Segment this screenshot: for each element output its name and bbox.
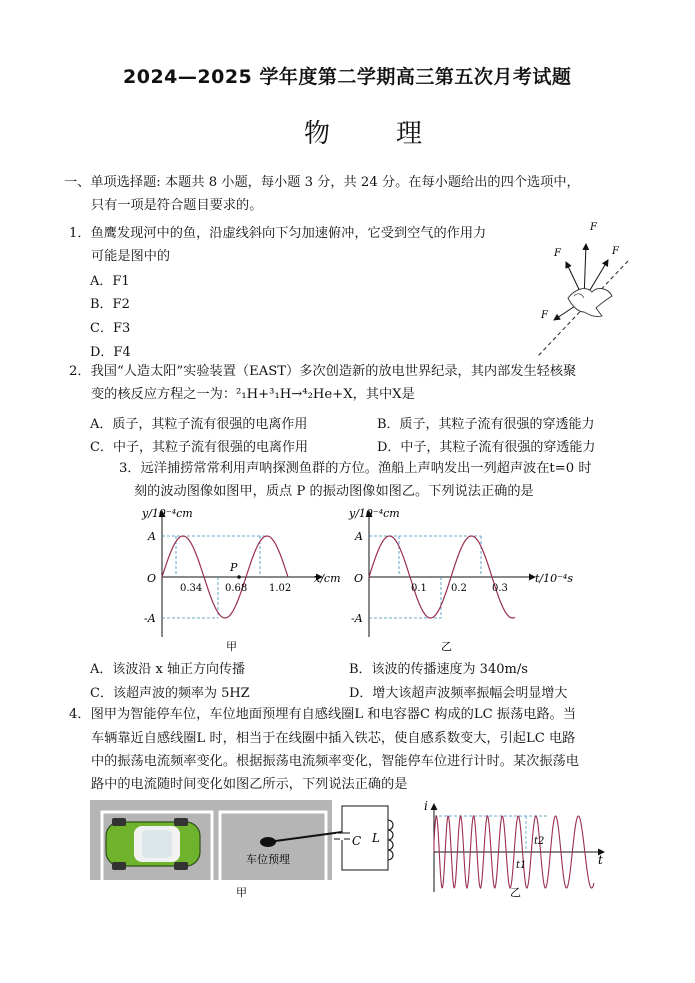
- q3-option-a: A．该波沿 x 轴正方向传播: [90, 662, 245, 677]
- q4-line3: 中的振荡电流频率变化。根据振荡电流频率变化，智能停车位进行计时。某次振荡电: [91, 754, 579, 769]
- q4-line1: 4．图甲为智能停车位，车位地面预埋有自感线圈L 和电容器C 构成的LC 振荡电路。当: [69, 707, 577, 722]
- q3-option-d: D．增大该超声波频率振幅会明显增大: [349, 686, 568, 701]
- q4-line4: 路中的电流随时间变化如图乙所示，下列说法正确的是: [91, 777, 408, 792]
- force-label-2: F: [590, 222, 597, 233]
- vib-x-label: t/10⁻⁴s: [535, 572, 573, 585]
- q4-parking-figure: [90, 800, 400, 900]
- force-label-4: F: [541, 310, 548, 321]
- q4-line2: 车辆靠近自感线圈L 时，相当于在线圈中插入铁芯，使自感系数变大，引起LC 电路: [91, 731, 576, 746]
- q1-option-c: C．F3: [90, 321, 131, 336]
- wave-a-label: A: [148, 530, 156, 543]
- q1-line2: 可能是图中的: [91, 249, 171, 264]
- force-label-3: F: [612, 246, 619, 257]
- wave-x-label: x/cm: [314, 572, 341, 585]
- force-label-1: F: [554, 248, 561, 259]
- current-t-label: t: [598, 853, 603, 867]
- t2-label: t2: [534, 836, 545, 847]
- q3-wave-graph: [138, 505, 358, 655]
- wave-neg-a-label: -A: [144, 612, 156, 625]
- osprey-bird-icon: [568, 289, 612, 317]
- section-instruction-line2: 只有一项是符合题目要求的。: [91, 198, 263, 213]
- wave-p-label: P: [230, 561, 238, 574]
- subject-title: 物 理: [304, 119, 443, 149]
- inductor-label: L: [372, 831, 380, 845]
- q2-line2: 变的核反应方程之一为：²₁H+³₁H→⁴₂He+X，其中X是: [91, 387, 415, 402]
- q3-option-b: B．该波的传播速度为 340m/s: [349, 662, 528, 677]
- q4-current-graph: [418, 800, 608, 900]
- q3-line1: 3．远洋捕捞常常利用声呐探测鱼群的方位。渔船上声呐发出一列超声波在t=0 时: [119, 461, 592, 476]
- vib-tick-2: 0.2: [451, 583, 467, 594]
- capacitor-label: C: [352, 834, 362, 848]
- q3-line2: 刻的波动图像如图甲，质点 P 的振动图像如图乙。下列说法正确的是: [134, 484, 534, 499]
- q2-option-c: C．中子，其粒子流有很强的电离作用: [90, 440, 308, 455]
- parking-caption: 甲: [236, 886, 247, 899]
- q1-force-figure: [528, 216, 638, 360]
- current-caption: 乙: [510, 886, 521, 899]
- point-p: [237, 575, 241, 579]
- q2-option-b: B．质子，其粒子流有很强的穿透能力: [377, 417, 595, 432]
- q2-option-a: A．质子，其粒子流有很强的电离作用: [90, 417, 308, 432]
- wave-tick-1: 0.34: [180, 583, 203, 594]
- exam-title: 2024—2025 学年度第二学期高三第五次月考试题: [123, 66, 572, 88]
- q2-option-d: D．中子，其粒子流有很强的穿透能力: [377, 440, 596, 455]
- car-icon: [106, 818, 200, 870]
- q1-line1: 1．鱼鹰发现河中的鱼，沿虚线斜向下匀加速俯冲，它受到空气的作用力: [69, 226, 487, 241]
- section-instruction-line1: 一、单项选择题: 本题共 8 小题，每小题 3 分，共 24 分。在每小题给出的四个选项中，: [64, 175, 580, 190]
- wave-y-label: y/10⁻⁴cm: [142, 507, 193, 520]
- t1-label: t1: [516, 860, 527, 871]
- vib-tick-3: 0.3: [492, 583, 508, 594]
- q1-option-d: D．F4: [90, 345, 131, 360]
- wave-caption: 甲: [226, 640, 237, 653]
- vib-caption: 乙: [441, 640, 452, 653]
- wave-tick-2: 0.68: [225, 583, 248, 594]
- q3-option-c: C．该超声波的频率为 5HZ: [90, 686, 250, 701]
- q1-option-b: B．F2: [90, 297, 130, 312]
- q1-option-a: A．F1: [90, 274, 130, 289]
- q3-vibration-graph: [345, 505, 585, 655]
- vib-y-label: y/10⁻⁴cm: [349, 507, 400, 520]
- vib-a-label: A: [355, 530, 363, 543]
- vib-neg-a-label: -A: [351, 612, 363, 625]
- embedded-label: 车位预埋: [246, 853, 290, 866]
- wave-origin-label: O: [147, 572, 157, 585]
- q2-line1: 2．我国“人造太阳”实验装置（EAST）多次创造新的放电世界纪录，其内部发生轻核聚: [69, 364, 577, 379]
- vib-origin-label: O: [354, 572, 364, 585]
- wave-tick-3: 1.02: [269, 583, 292, 594]
- vib-tick-1: 0.1: [411, 583, 427, 594]
- current-i-label: i: [424, 800, 428, 813]
